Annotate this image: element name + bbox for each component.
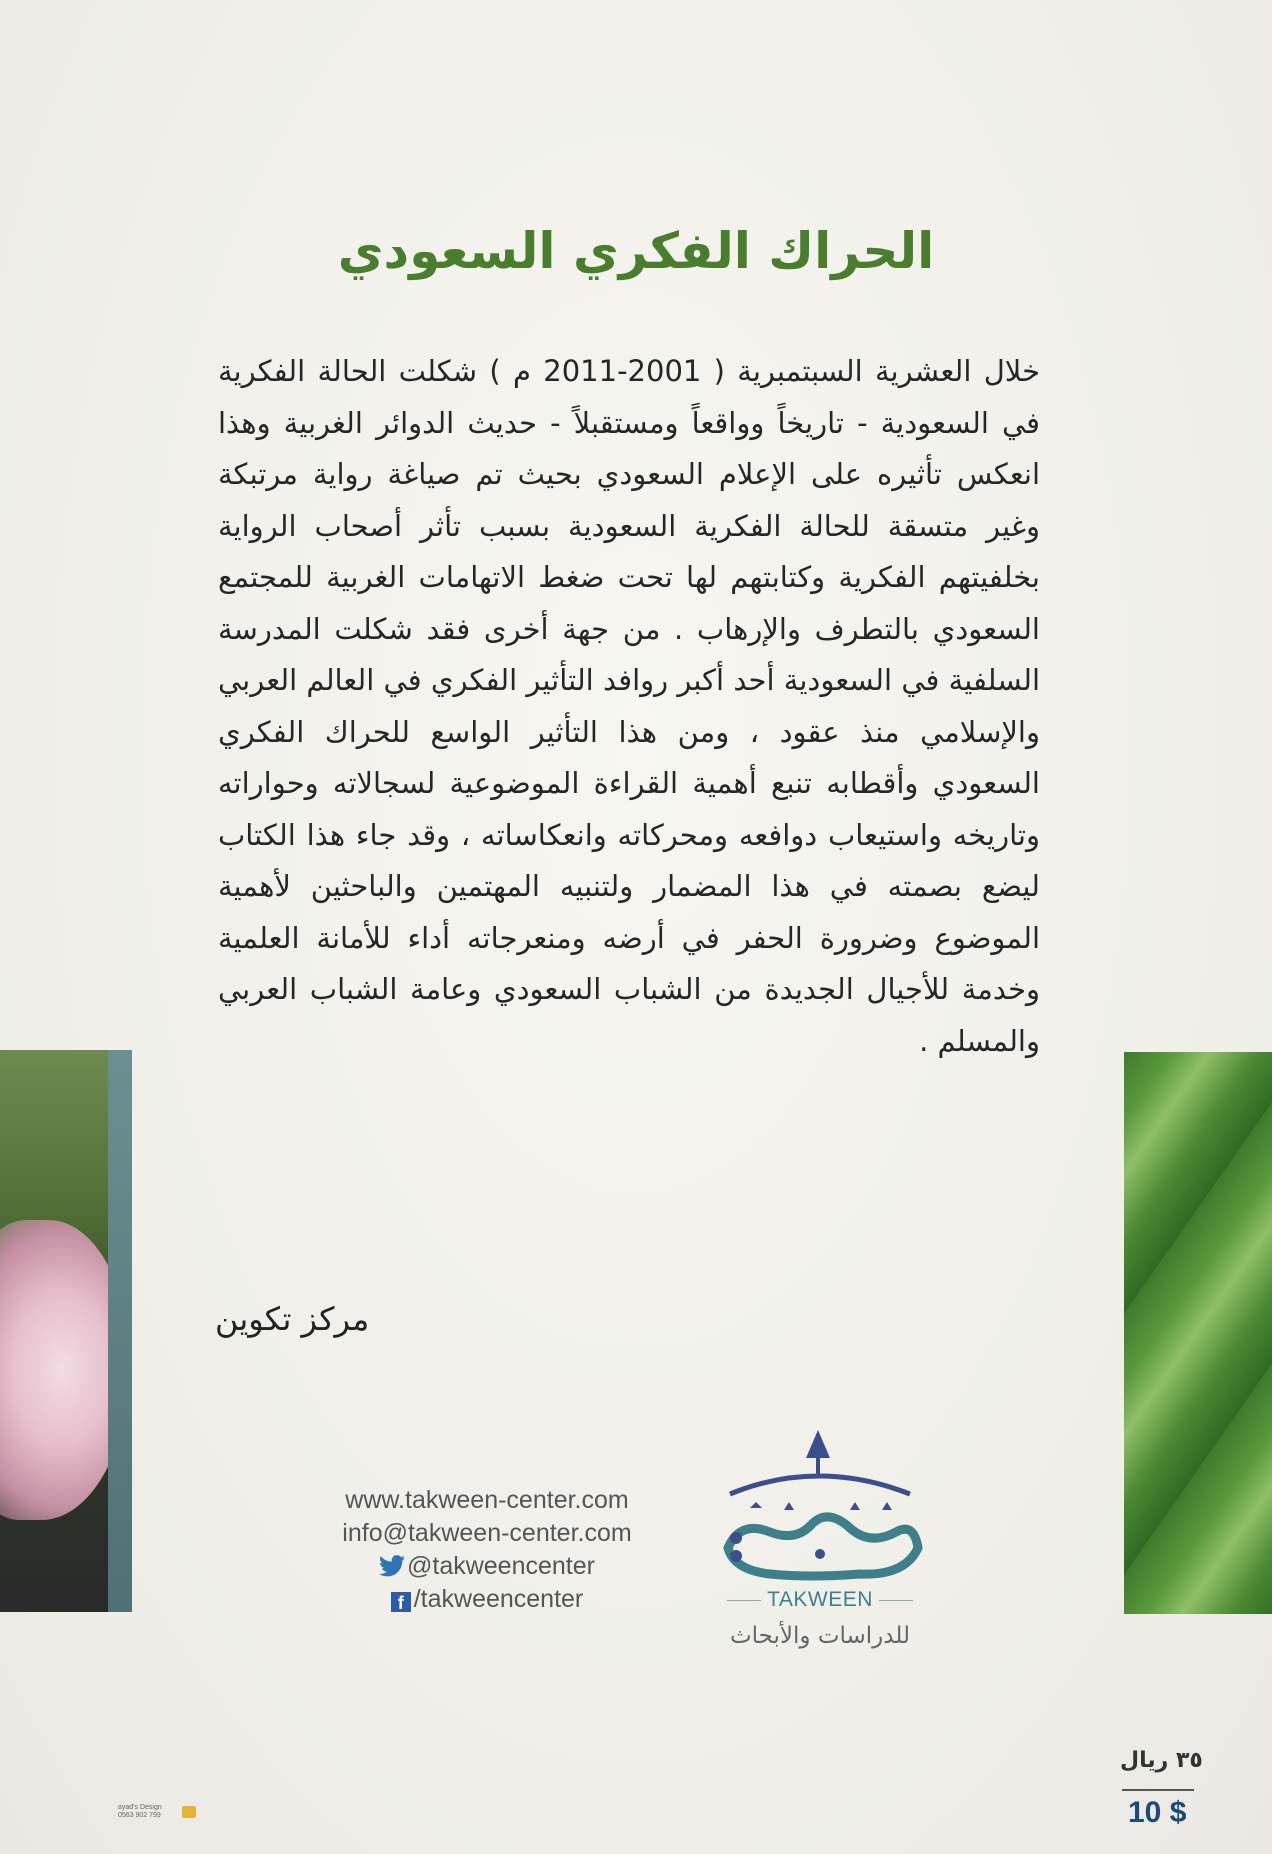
twitter-icon bbox=[379, 1555, 405, 1577]
left-cover-art-strip bbox=[0, 1050, 132, 1612]
designer-credit bbox=[118, 1804, 196, 1826]
facebook-icon: f bbox=[391, 1592, 411, 1612]
price-divider bbox=[1122, 1789, 1194, 1791]
takween-logo bbox=[700, 1428, 940, 1658]
takween-logo-tagline: للدراسات والأبحاث bbox=[730, 1623, 910, 1649]
designer-logo-icon bbox=[182, 1806, 196, 1818]
blurb-text: خلال العشرية السبتمبرية ( 2001-2011 م ) شكلت الحالة الفكرية في السعودية - تاريخاً وواقعاً ومستقبلاً - حديث الدوائر الغربية وهذا انعكس تأثيره على الإعلام السعودي بحيث تم صياغة رواية مرتبكة وغير متسقة للحالة الفكرية السعودية بسبب تأثر أصحاب الرواية بخلفيتهم الفكرية وكتابتهم لها تحت ضغط الاتهامات الغربية للمجتمع السعودي بالتطرف والإرهاب . من جهة أخرى فقد شكلت المدرسة السلفية في السعودية أحد أكبر روافد التأثير الفكري في العالم العربي والإسلامي منذ عقود ، ومن هذا التأثير الواسع للحراك الفكري السعودي وأقطابه تنبع أهمية القراءة الموضوعية لسجالاته وحواراته وتاريخه واستيعاب دوافعه ومحركاته وانعكاساته ، وقد جاء هذا الكتاب ليضع بصمته في هذا المضمار ولتنبيه المهتمين والباحثين لأهمية الموضوع وضرورة الحفر في أرضه ومنعرجاته أداء للأمانة العلمية وخدمة للأجيال الجديدة من الشباب السعودي وعامة الشباب العربي والمسلم . bbox=[218, 354, 1040, 1058]
facebook-page-row[interactable] bbox=[312, 1583, 662, 1616]
takween-logo-latin: TAKWEEN bbox=[700, 1588, 940, 1612]
right-cover-art-strip bbox=[1124, 1052, 1272, 1614]
email-link[interactable]: info@takween-center.com bbox=[342, 1519, 632, 1547]
website-link[interactable]: www.takween-center.com bbox=[345, 1486, 629, 1514]
takween-logo-mark bbox=[700, 1428, 940, 1588]
twitter-handle: @takweencenter bbox=[407, 1552, 595, 1580]
twitter-handle-row[interactable] bbox=[312, 1550, 662, 1583]
book-title: الحراك الفكري السعودي bbox=[337, 222, 935, 280]
price-sar: ٣٥ ريال bbox=[1120, 1748, 1203, 1773]
teal-spine-bar bbox=[108, 1050, 132, 1612]
price-usd: 10 $ bbox=[1128, 1796, 1187, 1829]
facebook-handle: /takweencenter bbox=[413, 1585, 584, 1613]
designer-phone: 0563 902 799 bbox=[118, 1812, 161, 1819]
contact-block bbox=[312, 1484, 662, 1616]
publisher-signature: مركز تكوين bbox=[215, 1300, 370, 1338]
designer-name: ayad's Design bbox=[118, 1804, 162, 1811]
